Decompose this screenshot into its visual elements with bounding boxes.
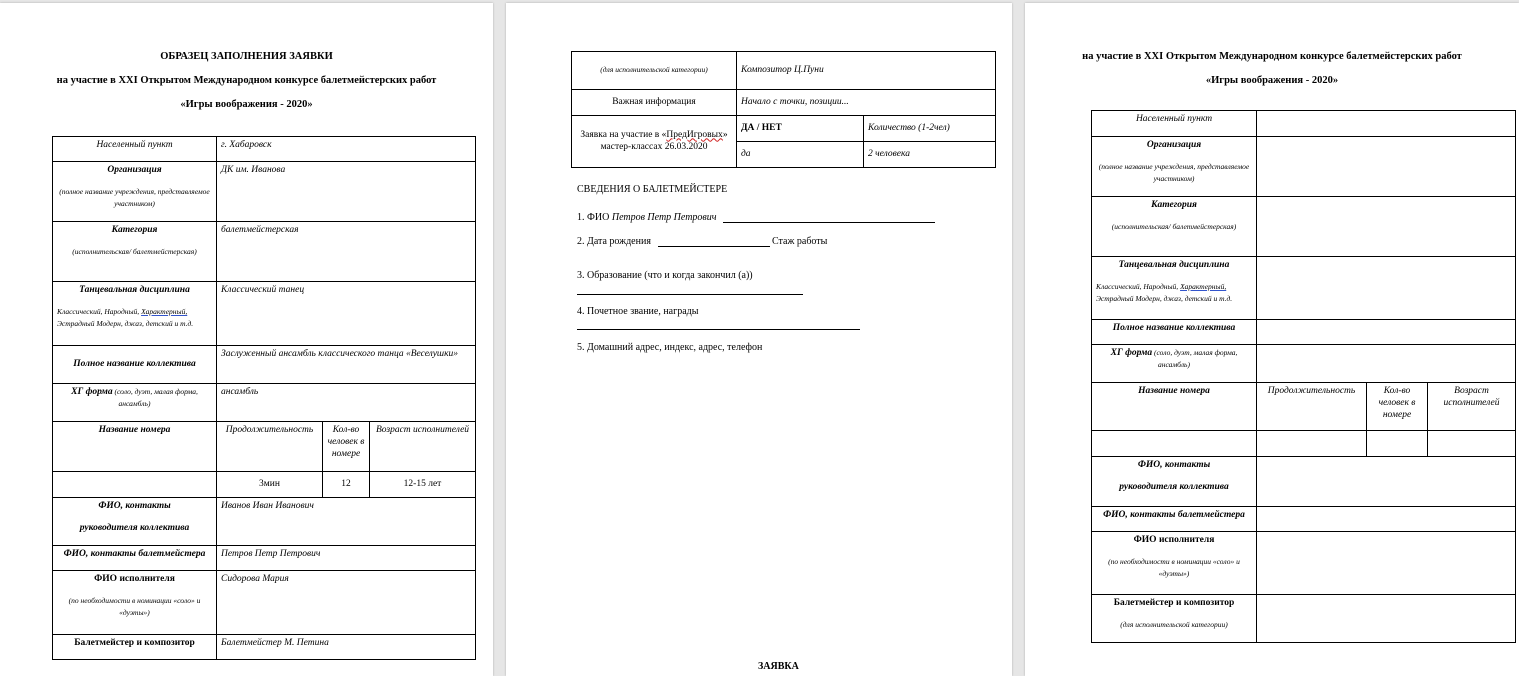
discipline-label-cell (53, 282, 217, 346)
leader-label-cell (53, 498, 217, 546)
masterclass-label-cell (572, 116, 737, 168)
page3-subtitle: на участие в XXI Открытом Международном конкурсе балетмейстерских работ (1082, 51, 1462, 62)
count-value[interactable]: 12 (323, 472, 370, 498)
table-row (1092, 111, 1516, 137)
table-row (53, 635, 476, 660)
education-underline[interactable] (577, 294, 803, 295)
page3-contest-name: «Игры воображения - 2020» (1205, 75, 1339, 86)
important-info-label: Важная информация (572, 90, 737, 116)
table-row (1092, 320, 1516, 345)
address-label: 5. Домашний адрес, индекс, адрес, телефон (577, 342, 763, 353)
composer-input[interactable] (1257, 595, 1516, 643)
table-row (53, 137, 476, 162)
performer-value[interactable]: Сидорова Мария (217, 571, 476, 635)
leader-label-cell (1092, 457, 1257, 507)
education-label: 3. Образование (что и когда закончил (а)) (577, 270, 753, 281)
table-row (53, 162, 476, 222)
choreographer-input[interactable] (1257, 507, 1516, 532)
choreographer-label: ФИО, контакты балетмейстера (1092, 507, 1257, 532)
page1-contest-name: «Игры воображения - 2020» (180, 99, 313, 110)
table-row (572, 90, 996, 116)
form-label: ХГ форма (71, 387, 113, 397)
discipline-label-cell (1092, 257, 1257, 320)
table-row (1092, 507, 1516, 532)
collective-label: Полное название коллектива (1092, 320, 1257, 345)
leader-value[interactable]: Иванов Иван Иванович (217, 498, 476, 546)
count-label: Кол-во человек в номере (323, 422, 370, 472)
footer-title: ЗАЯВКА (758, 661, 799, 672)
table-row (1092, 257, 1516, 320)
page1-title: ОБРАЗЕЦ ЗАПОЛНЕНИЯ ЗАЯВКИ (160, 51, 333, 62)
discipline-note-rest: Эстрадный Модерн, джаз, детский и т.д. (1096, 293, 1233, 303)
table-row (572, 116, 996, 142)
collective-label: Полное название коллектива (53, 346, 217, 384)
discipline-note: Классический, Народный, (57, 306, 142, 316)
table-row (53, 282, 476, 346)
discipline-value[interactable]: Классический танец (217, 282, 476, 346)
collective-value[interactable]: Заслуженный ансамбль классического танца «Веселушки» (217, 346, 476, 384)
duration-value[interactable]: 3мин (217, 472, 323, 498)
category-note-cell (572, 52, 737, 90)
category-label-cell (1092, 197, 1257, 257)
category-label: Категория (111, 225, 158, 235)
performer-label-cell (1092, 532, 1257, 595)
category-value[interactable]: балетмейстерская (217, 222, 476, 282)
city-label: Населенный пункт (1092, 111, 1257, 137)
form-note: (соло, дуэт, малая форма, ансамбль) (1152, 348, 1238, 369)
org-input[interactable] (1257, 137, 1516, 197)
age-label: Возраст исполнителей (1428, 383, 1516, 431)
duration-label: Продолжительность (1257, 383, 1367, 431)
category-label-cell (53, 222, 217, 282)
city-label: Населенный пункт (53, 137, 217, 162)
table-row (53, 472, 476, 498)
table-row (53, 346, 476, 384)
fio-underline (723, 222, 935, 223)
table-row (53, 384, 476, 422)
table-row (1092, 383, 1516, 431)
masterclass-label-name: ПредИгровых (666, 129, 723, 140)
performer-label: ФИО исполнителя (94, 574, 175, 584)
birth-label: 2. Дата рождения (577, 236, 651, 247)
city-value[interactable]: г. Хабаровск (217, 137, 476, 162)
document-page-3 (1025, 3, 1519, 676)
age-label: Возраст исполнителей (370, 422, 476, 472)
table-row (53, 546, 476, 571)
form-value[interactable]: ансамбль (217, 384, 476, 422)
performer-label-cell (53, 571, 217, 635)
age-input[interactable] (1428, 431, 1516, 457)
org-note: (полное название учреждения, представляемое участником) (59, 186, 210, 208)
org-label: Организация (1146, 140, 1202, 150)
discipline-input[interactable] (1257, 257, 1516, 320)
category-note: (для исполнительской категории) (600, 64, 708, 74)
composer-value[interactable]: Балетмейстер М. Петина (217, 635, 476, 660)
table-row (1092, 457, 1516, 507)
experience-label: Стаж работы (772, 236, 828, 247)
category-note: (исполнительская/ балетмейстерская) (72, 246, 197, 256)
table-row (1092, 345, 1516, 383)
fio-line (577, 212, 717, 223)
form-label: ХГ форма (1110, 348, 1153, 358)
form-label-cell (53, 384, 217, 422)
table-row (53, 571, 476, 635)
table-row (1092, 197, 1516, 257)
table-row (572, 52, 996, 90)
org-label: Организация (107, 165, 162, 175)
number-title-label: Название номера (53, 422, 217, 472)
category-label: Категория (1151, 200, 1197, 210)
fio-value[interactable]: Петров Петр Петрович (611, 212, 717, 223)
composer-label: Балетмейстер и композитор (53, 635, 217, 660)
table-row (53, 222, 476, 282)
quantity-value[interactable]: 2 человека (864, 142, 996, 168)
document-page-2 (506, 3, 1012, 676)
city-input[interactable] (1257, 111, 1516, 137)
choreographer-value[interactable]: Петров Петр Петрович (217, 546, 476, 571)
form-input[interactable] (1257, 345, 1516, 383)
choreographer-label: ФИО, контакты балетмейстера (53, 546, 217, 571)
composer-label-cell (1092, 595, 1257, 643)
important-info-value[interactable]: Начало с точки, позиции... (737, 90, 996, 116)
table-row (1092, 137, 1516, 197)
quantity-label: Количество (1-2чел) (864, 116, 996, 142)
birth-underline[interactable] (658, 246, 770, 247)
form-label-cell (1092, 345, 1257, 383)
number-title-input[interactable] (1092, 431, 1257, 457)
performer-note: (по необходимости в номинации «соло» и «дуэты») (68, 595, 201, 617)
fio-label: 1. ФИО (577, 212, 610, 223)
duration-input[interactable] (1257, 431, 1367, 457)
discipline-note-rest: Эстрадный Модерн, джаз, детский и т.д. (57, 318, 194, 328)
discipline-label: Танцевальная дисциплина (1118, 260, 1230, 270)
yes-no-label: ДА / НЕТ (737, 116, 864, 142)
composer-value[interactable]: Композитор Ц.Пуни (737, 52, 996, 90)
leader-label: ФИО, контакты (98, 501, 171, 511)
masterclass-label-date: » мастер-классах 26.03.2020 (600, 129, 728, 152)
masterclass-table (571, 51, 996, 168)
awards-underline[interactable] (577, 329, 860, 330)
duration-label: Продолжительность (217, 422, 323, 472)
page1-subtitle: на участие в XXI Открытом Международном конкурсе балетмейстерских работ (56, 75, 437, 86)
table-row (53, 422, 476, 472)
org-label-cell (1092, 137, 1257, 197)
blank-application-table (1091, 110, 1516, 643)
performer-note: (по необходимости в номинации «соло» и «дуэты») (1108, 556, 1240, 578)
composer-note: (для исполнительской категории) (1120, 619, 1228, 629)
number-title-value[interactable] (53, 472, 217, 498)
leader-label-2: руководителя коллектива (1119, 481, 1229, 492)
discipline-note-link: Характерный, (1180, 281, 1227, 291)
sample-application-table (52, 136, 476, 660)
leader-label-2: руководителя коллектива (79, 522, 190, 533)
discipline-label: Танцевальная дисциплина (79, 285, 190, 295)
masterclass-label: Заявка на участие в « (580, 129, 667, 140)
category-input[interactable] (1257, 197, 1516, 257)
count-input[interactable] (1367, 431, 1428, 457)
performer-input[interactable] (1257, 532, 1516, 595)
leader-input[interactable] (1257, 457, 1516, 507)
section-title: СВЕДЕНИЯ О БАЛЕТМЕЙСТЕРЕ (577, 184, 728, 195)
table-row (53, 498, 476, 546)
awards-label: 4. Почетное звание, награды (577, 306, 699, 317)
discipline-note: Классический, Народный, (1096, 281, 1181, 291)
table-row (1092, 595, 1516, 643)
discipline-note-link: Характерный, (141, 306, 188, 316)
yes-value[interactable]: да (737, 142, 864, 168)
leader-label: ФИО, контакты (1137, 460, 1211, 470)
org-label-cell (53, 162, 217, 222)
age-value[interactable]: 12-15 лет (370, 472, 476, 498)
number-title-label: Название номера (1092, 383, 1257, 431)
form-note: (соло, дуэт, малая форма, ансамбль) (112, 387, 198, 408)
collective-input[interactable] (1257, 320, 1516, 345)
performer-label: ФИО исполнителя (1133, 535, 1215, 545)
composer-label: Балетмейстер и композитор (1113, 598, 1235, 608)
table-row (1092, 532, 1516, 595)
table-row (1092, 431, 1516, 457)
document-page-1 (0, 3, 493, 676)
org-value[interactable]: ДК им. Иванова (217, 162, 476, 222)
count-label: Кол-во человек в номере (1367, 383, 1428, 431)
org-note: (полное название учреждения, представляемое участником) (1098, 161, 1250, 183)
category-note: (исполнительская/ балетмейстерская) (1111, 221, 1237, 231)
